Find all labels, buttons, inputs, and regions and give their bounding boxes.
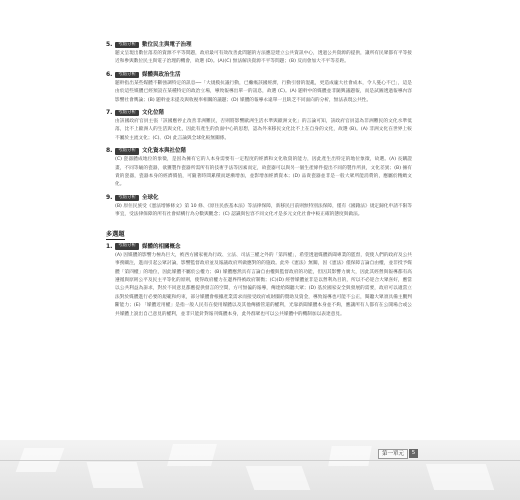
page-number: 5 [409, 449, 418, 458]
answer-item-6 [106, 70, 412, 105]
chapter-label: 第一單元 [378, 449, 408, 459]
item-topic: 媒體的相關概念 [142, 243, 181, 250]
section-heading-multiple-choice [106, 230, 412, 240]
item-number: 8. [106, 147, 113, 155]
item-number: 7. [106, 109, 113, 117]
item-explanation: (A) 因媒體的影響力極為巨大，被西方國家視為行政、立法、司法三權之外的「第四權」，希望透過媒體新聞專業的監督，促使人們的政府及公共事務關注，進而引起公眾討論，影響監督政府並及報議政府所做應對的的施政。此外《憲法》無關，因《憲法》僅保障言論自由權，並非授予媒體「第四權」的地位，因此媒體不屬於公權力；(B) 媒體應然具有言論自由權與監督政府的功能，但因其影響力廣大，因此其經營與報導都有高遵循與原則公平及民主平等化的原則，使得政府權力在邊界得被政府制衡；(C)(D) 經營媒體並非是以營利為目的，所以不必迎合大眾喜好，應當以公共利益為訴求，對於不同意見都應提供發言的空間，方可無偏的報導，傳達給閱聽大眾；(D) 基於國家安全與發展的需要，政府可以適當立法對於媒體進行必要的規範和約束，部分媒體會根據產業需求而接受政府或財團的贊助及資金，導致報導也可能不公正，閱聽大眾須具備主觀判斷能力；(E) 「媒體近用權」是指一般人民有在使用媒體以及其他傳播管道的權利，光靠新聞媒體本身並不夠，應讓所有人都有在公開場合或公共媒體上說出自己意見的權利，並非只能針對報刊媒體本身，此外群眾也可以公共媒體中的機制加以表達意見。 [115, 252, 412, 317]
answer-item-5 [106, 40, 412, 67]
item-number: 5. [106, 41, 113, 48]
analysis-badge: 考點分析 [115, 195, 139, 202]
item-number: 1. [106, 242, 113, 250]
answer-item-9 [106, 193, 412, 220]
item-topic: 媒體與政治生活 [142, 71, 181, 78]
item-number: 6. [106, 70, 113, 78]
item-explanation: 題文呈現出數位落差的資源不平等問題，政府最可有效改善此問題的方法應是建立公共資訊中心，透過公共資源的提供，讓所有民眾都有平等接近和參與數位民主與電子治理的機會，故選 (D)。(A)(C) 無法解決資源不平等問題；(B) 反而會加大不平等差距。 [115, 51, 412, 65]
analysis-badge: 考點分析 [115, 72, 139, 79]
item-explanation: (C) 瓷器體成地位的象徵，是因為擁有它的人本身需要有一定程度的經濟和文化收資的能力，因此產生出特定的地位象徵，故選。(A) 長購證畫，不同等級的瓷器，欲獲製作瓷器所需所有的技術手法等因素而定，故瓷器可以與另一個生產條件提出不同的製作所員，文化差異；(B) 擁有貴的瓷器，瓷器本身的經濟價值，可隨著時間累積而逐漸增加，並影增加經濟資本；(D) 品貴瓷器並非是一般大眾所能消費的，應屬於精緻文化。 [115, 157, 412, 188]
analysis-badge: 考點分析 [115, 110, 139, 117]
analysis-badge: 考點分析 [115, 42, 139, 49]
item-topic: 全球化 [142, 194, 159, 201]
answer-item-mc-1 [106, 242, 412, 319]
item-explanation: 由該國政府官員主張「該國應停止改善非洲難民，否則將影響歐洲生活水準與歐洲文化」的言論可知，該政府官員認為非洲難民的文化水準低落，比不上歐洲人的生活與文化，因此有產生的負面中心的思想，認為外來移民文化比不上在自身的文化，故選 (B)。(A) 非洲文化在世界上較不屬於主流文化；(C)、(D) 此言論與全球化較無關係。 [115, 119, 412, 141]
page-footer-tag [378, 449, 418, 458]
item-topic: 文化資本與社位階 [142, 148, 187, 155]
item-topic: 文化位階 [142, 110, 165, 117]
item-explanation: 題幹指出某些媒體不斷強調特定的訊息──「大規模抗議行動，已癱瘓該國經濟，行動引發的混亂，更造成龐大社會成本，令人憂心不已」，這是由於這些媒體已經預設在某種特定的政治立場，導致報導出單一的訊息，故選 (C)。(A) 題幹中的媒體並非隨興議題報，而是試圖透過報導內容影響社會輿論；(B) 題幹並未提及與收視率相關的議題；(D) 媒體的報導永遠單一且缺乏不同面向的分析，無法表現公共性。 [115, 80, 412, 103]
item-topic: 數位民主與電子治理 [142, 42, 192, 48]
footer-rule [0, 460, 520, 461]
analysis-badge: 考點分析 [115, 148, 139, 155]
item-number: 9. [106, 193, 113, 201]
answer-item-7 [106, 108, 412, 143]
section-title: 多選題 [106, 230, 125, 238]
item-explanation: (B) 原住民族受《憲法增修條文》第 10 條、《原住民族基本法》等法律保障，新移民目前則無特別法保障，僅有《國籍法》規定歸化申請不限等事宜，受法律保障的所有社會結構行為分數與觀念；(C) 認識與包容不同文化才是多元文化社會中較正確的態度與做法。 [115, 203, 412, 218]
answer-explanations [106, 40, 412, 322]
answer-item-8 [106, 146, 412, 190]
footer-decoration [0, 440, 520, 500]
analysis-badge: 考點分析 [115, 243, 139, 250]
